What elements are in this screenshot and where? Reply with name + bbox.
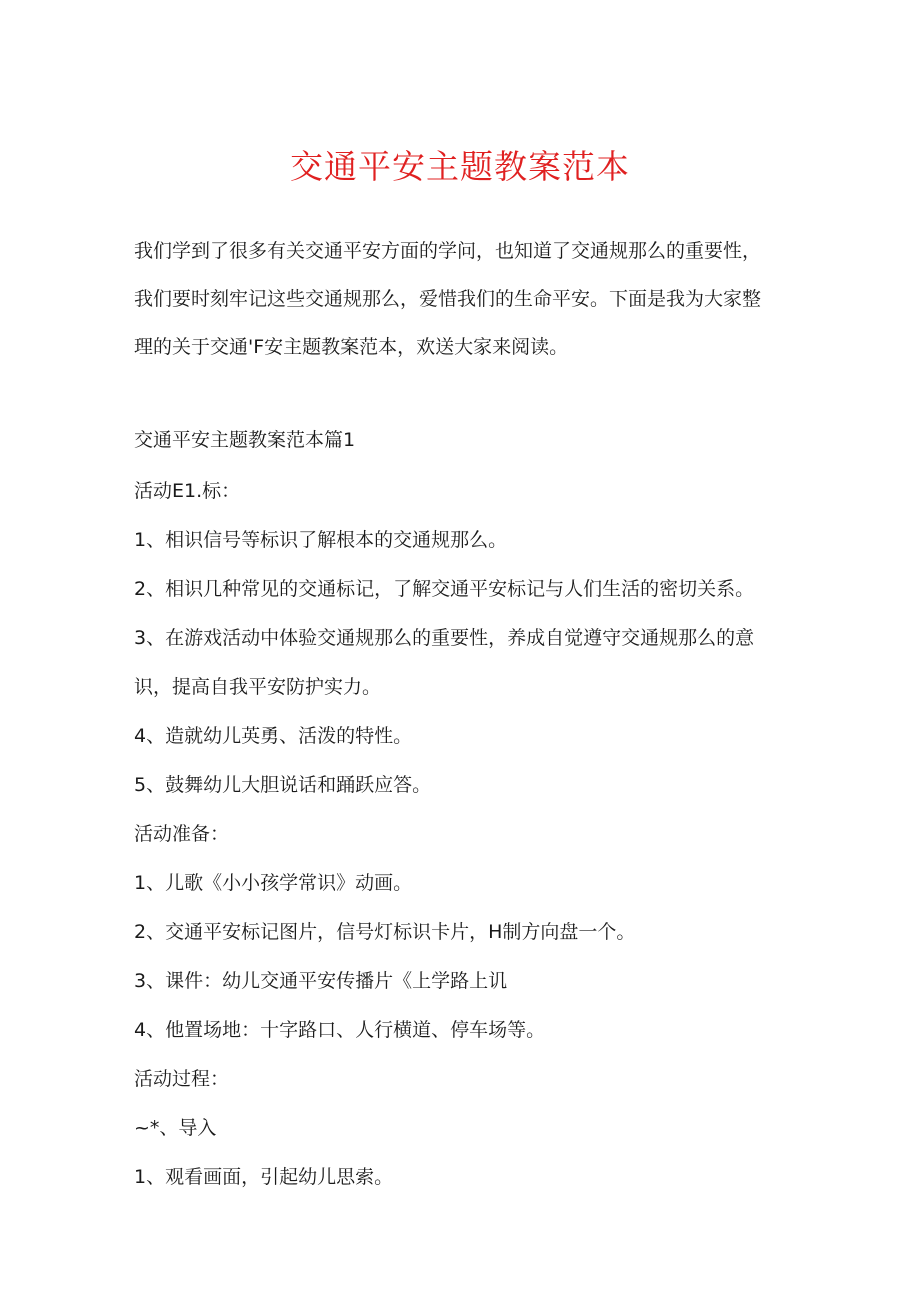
list-item: 4、造就幼儿英勇、活泼的特性。 <box>134 725 413 747</box>
list-item: 3、在游戏活动中体验交通规那么的重要性，养成自觉遵守交通规那么的意 <box>134 627 755 649</box>
intro-line: 我们要时刻牢记这些交通规那么，爱惜我们的生命平安。下面是我为大家整 <box>134 288 762 310</box>
document-title: 交通平安主题教案范本 <box>290 147 630 186</box>
list-item: 1、观看画面，引起幼儿思索。 <box>134 1166 394 1188</box>
list-item: 3、课件：幼儿交通平安传播片《上学路上讥 <box>134 970 508 992</box>
section-heading: 交通平安主题教案范本篇1 <box>134 429 356 451</box>
list-item: 1、相识信号等标识了解根本的交通规那么。 <box>134 529 508 551</box>
list-item-continuation: 识，提高自我平安防护实力。 <box>134 676 382 698</box>
list-item: ~*、导入 <box>134 1117 217 1139</box>
subheading-preparation: 活动准备： <box>134 823 230 845</box>
subheading-objectives: 活动E1.标： <box>134 480 241 502</box>
list-item: 1、儿歌《小小孩学常识》动画。 <box>134 872 413 894</box>
list-item: 4、他置场地：十字路口、人行横道、停车场等。 <box>134 1019 546 1041</box>
intro-line: 我们学到了很多有关交通平安方面的学问，也知道了交通规那么的重要性， <box>134 240 762 262</box>
list-item: 5、鼓舞幼儿大胆说话和踊跃应答。 <box>134 774 432 796</box>
list-item: 2、相识几种常见的交通标记，了解交通平安标记与人们生活的密切关系。 <box>134 578 755 600</box>
intro-line: 理的关于交通'F安主题教案范本，欢送大家来阅读。 <box>134 336 569 358</box>
list-item: 2、交通平安标记图片，信号灯标识卡片，H制方向盘一个。 <box>134 921 636 943</box>
intro-paragraph <box>134 227 794 371</box>
subheading-process: 活动过程： <box>134 1068 230 1090</box>
